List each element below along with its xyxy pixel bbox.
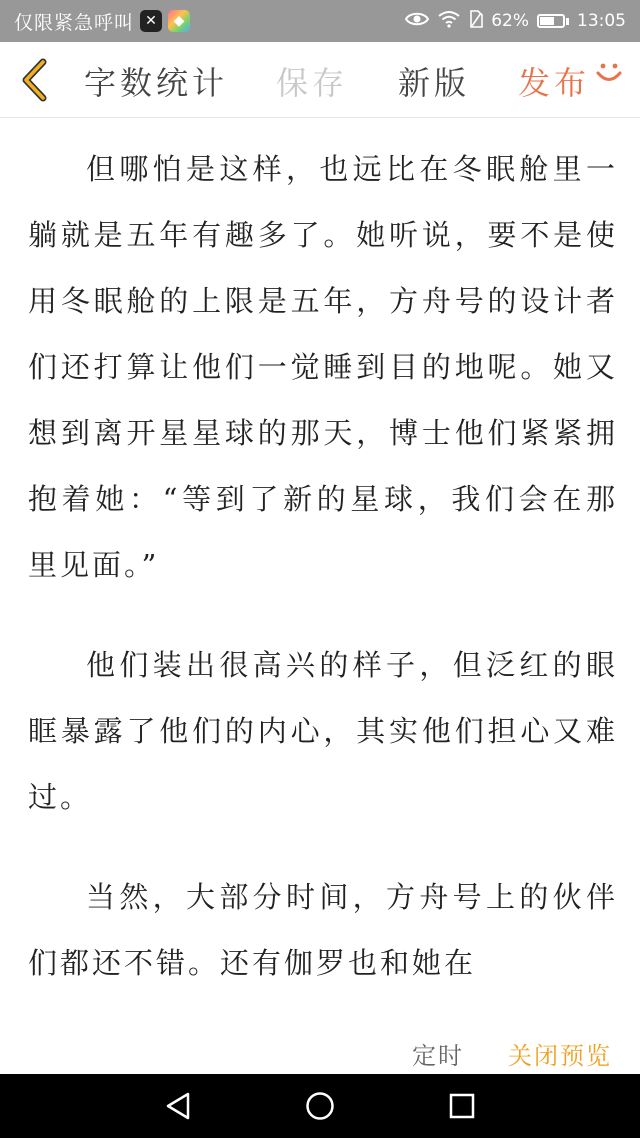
battery-fill (540, 17, 554, 25)
eye-icon (405, 11, 429, 32)
battery-tip (566, 18, 569, 25)
wifi-icon (437, 10, 461, 33)
publish-button[interactable]: 发布 (518, 64, 591, 102)
smile-icon (594, 58, 624, 88)
preview-controls (0, 1030, 640, 1074)
battery-percent: 62% (491, 11, 529, 31)
carrier-text: 仅限紧急呼叫 (14, 11, 135, 34)
navigation-bar (0, 1074, 640, 1138)
save-button[interactable]: 保存 (276, 64, 349, 102)
article-preview (28, 136, 618, 1036)
status-right (405, 10, 626, 33)
back-button[interactable] (14, 56, 54, 104)
nav-back-button[interactable] (158, 1086, 198, 1126)
word-count-title[interactable]: 字数统计 (84, 64, 229, 102)
triangle-back-icon (164, 1091, 192, 1121)
nav-recents-button[interactable] (442, 1086, 482, 1126)
no-sim-icon (469, 10, 483, 33)
status-time: 13:05 (577, 11, 626, 31)
editor-toolbar (0, 42, 640, 118)
capcut-icon: ✕ (140, 10, 162, 32)
paragraph: 当然，大部分时间，方舟号上的伙伴们都还不错。还有伽罗也和她在 (28, 880, 618, 980)
paragraph: 但哪怕是这样，也远比在冬眠舱里一躺就是五年有趣多了。她听说，要不是使用冬眠舱的上限是五年，方舟号的设计者们还打算让他们一觉睡到目的地呢。她又想到离开星星球的那天，博士他们紧紧拥抱着她：“等到了新的星球，我们会在那里见面。” (28, 152, 618, 582)
timer-button[interactable]: 定时 (412, 1042, 464, 1070)
chevron-left-icon (19, 58, 49, 102)
status-left (14, 8, 190, 35)
circle-home-icon (305, 1091, 335, 1121)
square-recents-icon (448, 1092, 476, 1120)
paragraph: 他们装出很高兴的样子，但泛红的眼眶暴露了他们的内心，其实他们担心又难过。 (28, 648, 618, 814)
close-preview-button[interactable]: 关闭预览 (508, 1042, 612, 1070)
new-version-button[interactable]: 新版 (398, 64, 471, 102)
battery-body (537, 14, 565, 28)
status-bar (0, 0, 640, 42)
gallery-icon: ◆ (168, 10, 190, 32)
nav-home-button[interactable] (300, 1086, 340, 1126)
battery-icon (537, 14, 569, 28)
